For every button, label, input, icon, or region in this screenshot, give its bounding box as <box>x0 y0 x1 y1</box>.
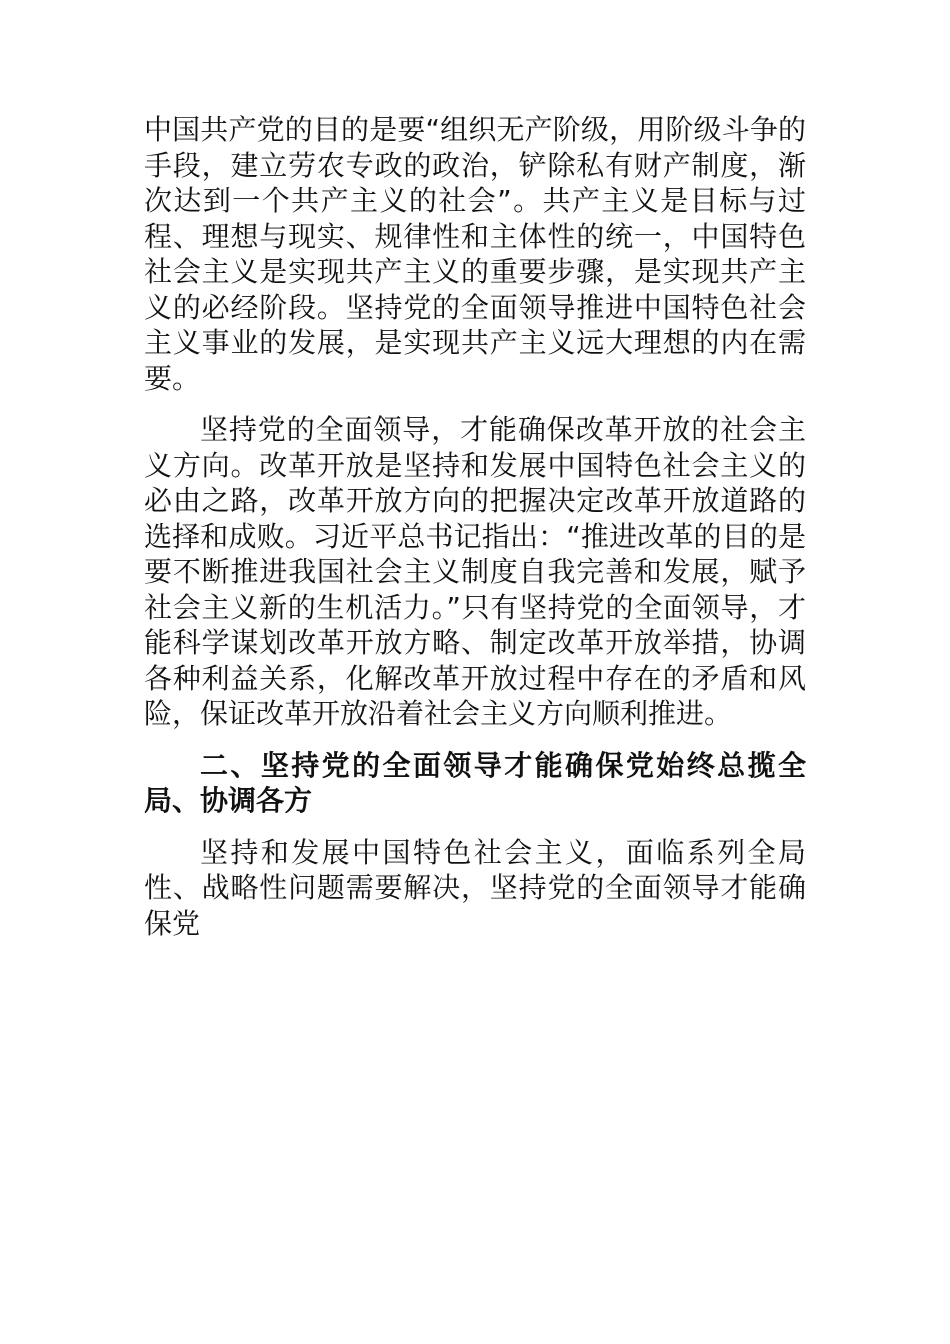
document-page <box>144 112 806 957</box>
paragraph-reform-opening: 坚持党的全面领导，才能确保改革开放的社会主义方向。改革开放是坚持和发展中国特色社会主义的必由之路，改革开放方向的把握决定改革开放道路的选择和成败。习近平总书记指出：“推进改革的目的是要不断推进我国社会主义制度自我完善和发展，赋予社会主义新的生机活力。”只有坚持党的全面领导，才能科学谋划改革开放方略、制定改革开放举措，协调各种利益关系，化解改革开放过程中存在的矛盾和风险，保证改革开放沿着社会主义方向顺利推进。 <box>144 413 806 730</box>
section-heading-2: 二、坚持党的全面领导才能确保党始终总揽全局、协调各方 <box>144 748 806 817</box>
paragraph-communist-goal: 中国共产党的目的是要“组织无产阶级，用阶级斗争的手段，建立劳农专政的政治，铲除私有财产制度，渐次达到一个共产主义的社会”。共产主义是目标与过程、理想与现实、规律性和主体性的统一，中国特色社会主义是实现共产主义的重要步骤，是实现共产主义的必经阶段。坚持党的全面领导推进中国特色社会主义事业的发展，是实现共产主义远大理想的内在需要。 <box>144 113 806 395</box>
paragraph-overall-situation: 坚持和发展中国特色社会主义，面临系列全局性、战略性问题需要解决，坚持党的全面领导才能确保党 <box>144 835 806 940</box>
